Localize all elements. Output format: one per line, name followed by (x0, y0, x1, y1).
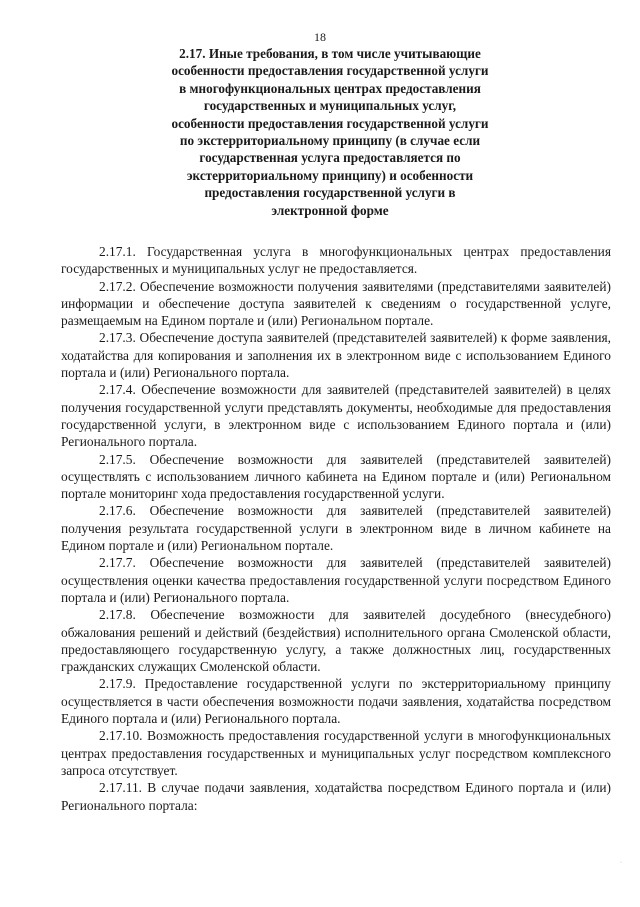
section-title-line: в многофункциональных центрах предоставления (179, 80, 481, 96)
section-title-line: по экстерриториальному принципу (в случае если (179, 133, 481, 149)
paragraph-2-17-11: 2.17.11. В случае подачи заявления, ходатайства посредством Единого портала и (или) Регионального портала: (61, 780, 611, 813)
paragraph-2-17-7: 2.17.7. Обеспечение возможности для заявителей (представителей заявителей) осуществления оценки качества предоставления государственной услуги посредством Единого портала и (или) Регионального портала. (61, 555, 611, 605)
paragraph-2-17-3: 2.17.3. Обеспечение доступа заявителей (представителей заявителей) к форме заявления, ходатайства для копирования и заполнения их в электронном виде с использованием Единого портала и (или) Регионального портала. (61, 330, 611, 381)
paragraph-2-17-10: 2.17.10. Возможность предоставления государственной услуги в многофункциональных центрах предоставления государственных и муниципальных услуг посредством комплексного запроса отсутствует. (61, 728, 611, 778)
paragraph-2-17-4: 2.17.4. Обеспечение возможности для заявителей (представителей заявителей) в целях получения государственной услуги представлять документы, необходимые для предоставления государственной услуги, в электронном виде с использованием Единого портала и (или) Регионального портала. (61, 382, 611, 450)
paragraph-2-17-9: 2.17.9. Предоставление государственной услуги по экстерриториальному принципу осуществляется в части обеспечения возможности подачи заявления, ходатайства посредством Единого портала и (или) Регионального портала. (61, 676, 611, 727)
paragraph-2-17-1: 2.17.1. Государственная услуга в многофункциональных центрах предоставления государственных и муниципальных услуг не предоставляется. (61, 244, 611, 277)
scan-speck-mark: · (620, 860, 622, 866)
section-title-line: электронной форме (271, 202, 389, 218)
section-title-line: 2.17. Иные требования, в том числе учитывающие (179, 46, 481, 61)
paragraph-2-17-6: 2.17.6. Обеспечение возможности для заявителей (представителей заявителей) получения результата государственной услуги в электронном виде в личном кабинете на Едином портале и (или) Региональном портале. (61, 503, 611, 554)
section-title-line: государственная услуга предоставляется по (199, 150, 461, 166)
section-title-line: экстерриториальному принципу) и особенности (186, 167, 474, 183)
document-body (61, 243, 611, 814)
paragraph-2-17-5: 2.17.5. Обеспечение возможности для заявителей (представителей заявителей) осуществлять с использованием личного кабинета на Едином портале и (или) Региональном портале мониторинг хода предоставления государственной услуги. (61, 451, 611, 502)
section-title-line: государственных и муниципальных услуг, (203, 98, 457, 114)
section-title-line: особенности предоставления государственной услуги (171, 115, 489, 131)
paragraph-2-17-2: 2.17.2. Обеспечение возможности получения заявителями (представителями заявителей) информации и обеспечение доступа заявителей к сведениям о государственной услуге, размещаемым на Едином портале и (или) Региональном портале. (61, 278, 611, 329)
section-title-line: предоставления государственной услуги в (204, 185, 456, 201)
section-title (140, 45, 520, 219)
section-title-line: особенности предоставления государственной услуги (171, 63, 489, 79)
paragraph-2-17-8: 2.17.8. Обеспечение возможности для заявителей досудебного (внесудебного) обжалования решений и действий (бездействия) исполнительного органа Смоленской области, предоставляющего государственную услугу, а также должностных лиц, государственных гражданских служащих Смоленской области. (61, 607, 611, 675)
page-number: 18 (314, 30, 326, 44)
